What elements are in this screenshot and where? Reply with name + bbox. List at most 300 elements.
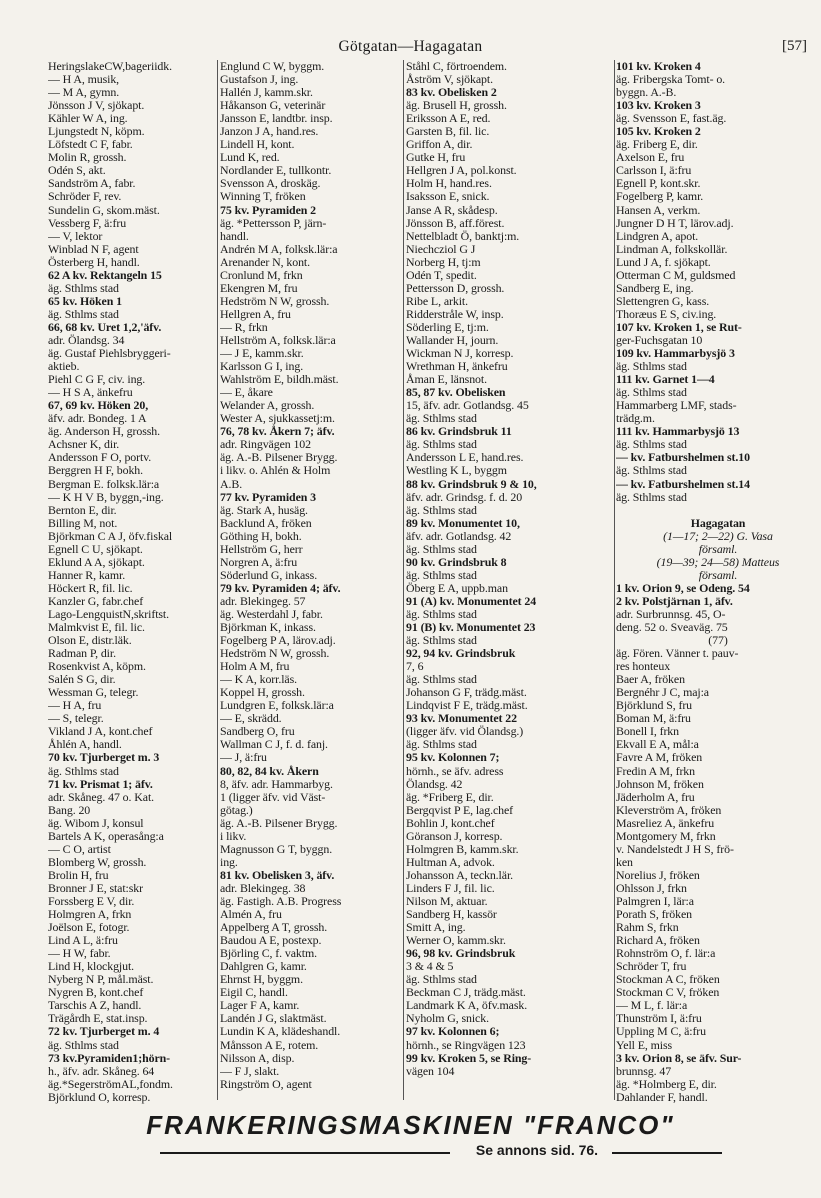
directory-entry: [616, 504, 820, 517]
directory-entry: 101 kv. Kroken 4: [616, 60, 701, 73]
column-divider: [403, 60, 404, 1100]
directory-entry: äfv. adr. Grindsg. f. d. 20: [406, 489, 523, 504]
directory-entry: — C O, artist: [48, 841, 111, 856]
directory-entry: (1—17; 2—22) G. Vasa: [663, 528, 773, 543]
directory-entry: 2 kv. Polstjärnan 1, äfv.: [616, 593, 733, 608]
directory-entry: Johanson G F, trädg.mäst.: [406, 685, 527, 700]
directory-entry: res honteux: [616, 659, 671, 674]
directory-entry: 105 kv. Kroken 2: [616, 124, 701, 139]
directory-entry: 3 & 4 & 5: [406, 959, 454, 974]
directory-entry: Kleverström A, fröken: [616, 802, 722, 817]
directory-entry: äg. Sthlms stad: [406, 437, 477, 452]
directory-entry: Egnell C U, sjökapt.: [48, 541, 143, 556]
directory-entry: församl.: [698, 567, 738, 582]
directory-entry: — E, skrädd.: [220, 711, 282, 726]
directory-entry: Janzon J A, hand.res.: [220, 124, 319, 139]
directory-entry: Wallman C J, f. d. fanj.: [220, 737, 328, 752]
directory-entry: 107 kv. Kroken 1, se Rut-: [616, 319, 742, 334]
directory-entry: — E, åkare: [220, 385, 273, 400]
directory-entry: Salén S G, dir.: [48, 672, 116, 687]
directory-entry: Blomberg W, grossh.: [48, 854, 147, 869]
directory-entry: Nilson M, aktuar.: [406, 894, 488, 908]
directory-entry: Schröder F, rev.: [48, 189, 122, 204]
directory-entry: adr. Ringvägen 102: [220, 437, 311, 452]
directory-entry: — K A, korr.läs.: [220, 672, 298, 687]
directory-entry: Rahm S, frkn: [616, 920, 679, 935]
directory-entry: Ölandsg. 42: [406, 776, 463, 791]
directory-entry: A.B.: [220, 476, 243, 491]
directory-entry: byggn. A.-B.: [616, 85, 677, 100]
advert-banner: FRANKERINGSMASKINEN "FRANCO": [146, 1110, 675, 1140]
directory-entry: äg. *Holmberg E, dir.: [616, 1076, 717, 1091]
directory-entry: äfv. adr. Bondeg. 1 A: [48, 411, 147, 426]
directory-entry: Bergnéhr J C, maj:a: [616, 685, 709, 700]
directory-entry: i likv. o. Ahlén & Holm: [220, 463, 331, 478]
directory-entry: adr. Ölandsg. 34: [48, 332, 125, 347]
directory-entry: Joëlson E, fotogr.: [48, 920, 130, 935]
directory-entry: Lago-LengquistN,skriftst.: [48, 606, 170, 621]
directory-entry: Österberg H, handl.: [48, 254, 140, 269]
directory-entry: Bergman E. folksk.lär:a: [48, 476, 160, 491]
directory-entry: Eigil C, handl.: [220, 985, 288, 1000]
directory-entry: äg.*SegerströmAL,fondm.: [48, 1076, 173, 1091]
directory-entry: ken: [616, 854, 633, 869]
directory-entry: Stockman A C, fröken: [616, 972, 720, 987]
directory-entry: Ringström O, agent: [220, 1076, 312, 1091]
directory-entry: 99 kv. Kroken 5, se Ring-: [406, 1050, 532, 1065]
directory-entry: Billing M, not.: [48, 515, 118, 530]
directory-entry: 73 kv.Pyramiden1;hörn-: [48, 1050, 170, 1065]
directory-entry: Sundelin G, skom.mäst.: [48, 202, 160, 217]
directory-entry: 96, 98 kv. Grindsbruk: [406, 946, 516, 961]
directory-entry: Piehl C G F, civ. ing.: [48, 372, 146, 387]
directory-entry: Bohlin J, kont.chef: [406, 815, 495, 830]
directory-entry: Carlsson I, ä:fru: [616, 163, 692, 178]
directory-entry: Beckman C J, trädg.mäst.: [406, 985, 526, 1000]
directory-entry: Björkman K, inkass.: [220, 620, 316, 635]
directory-entry: Schröder T, fru: [616, 959, 687, 974]
directory-entry: 89 kv. Monumentet 10,: [406, 515, 520, 530]
directory-entry: Olson E, distr.läk.: [48, 633, 132, 648]
directory-entry: Ribe L, arkit.: [406, 293, 469, 308]
directory-entry: Molin R, grossh.: [48, 150, 127, 165]
directory-entry: v. Nandelstedt J H S, frö-: [616, 841, 734, 856]
directory-entry: handl.: [220, 228, 249, 243]
directory-entry: Lind A L, ä:fru: [48, 933, 118, 948]
directory-entry: Odén S, akt.: [48, 163, 106, 178]
directory-entry: hörnh., se äfv. adress: [406, 763, 504, 778]
directory-entry: Höckert R, fil. lic.: [48, 580, 133, 595]
directory-entry: 109 kv. Hammarbysjö 3: [616, 346, 735, 361]
directory-entry: Sandberg E, ing.: [616, 280, 694, 295]
directory-entry: äg. Fastigh. A.B. Progress: [220, 894, 342, 908]
column-divider: [217, 60, 218, 1100]
directory-entry: Magnusson G T, byggn.: [220, 841, 333, 856]
directory-entry: Sandberg H, kassör: [406, 907, 497, 922]
directory-entry: äg. Svensson E, fast.äg.: [616, 111, 727, 126]
directory-entry: 90 kv. Grindsbruk 8: [406, 554, 507, 569]
advert-rule-right: [612, 1152, 722, 1154]
directory-entry: Holmgren B, kamm.skr.: [406, 841, 519, 856]
directory-entry: 7, 6: [406, 659, 424, 674]
directory-entry: Garsten B, fil. lic.: [406, 124, 490, 139]
directory-entry: 65 kv. Höken 1: [48, 293, 122, 308]
directory-entry: Bang. 20: [48, 802, 91, 817]
directory-entry: — R, frkn: [220, 319, 268, 334]
directory-entry: Ekengren M, fru: [220, 280, 298, 295]
directory-entry: 77 kv. Pyramiden 3: [220, 489, 316, 504]
directory-entry: Masreliez A, änkefru: [616, 815, 715, 830]
directory-entry: Lund J A, f. sjökapt.: [616, 254, 711, 269]
directory-entry: 67, 69 kv. Höken 20,: [48, 398, 149, 413]
directory-entry: Nettelbladt Ö, banktj:m.: [406, 228, 520, 243]
directory-entry: (ligger äfv. vid Ölandsg.): [406, 724, 524, 739]
directory-entry: ing.: [220, 854, 238, 869]
directory-entry: Montgomery M, frkn: [616, 828, 716, 843]
directory-entry: Landén J G, slaktmäst.: [220, 1011, 327, 1026]
directory-entry: äg. Sthlms stad: [406, 606, 477, 621]
directory-entry: 1 (ligger äfv. vid Väst-: [220, 789, 326, 804]
directory-entry: Favre A M, fröken: [616, 750, 703, 765]
advert-reference: Se annons sid. 76.: [475, 1142, 599, 1158]
directory-entry: Andersson F O, portv.: [48, 450, 152, 465]
directory-entry: äg. Gustaf Piehlsbryggeri-: [48, 346, 171, 361]
directory-entry: i likv.: [220, 828, 247, 843]
directory-entry: äg. Westerdahl J, fabr.: [220, 606, 323, 621]
directory-entry: Hallén J, kamm.skr.: [220, 85, 313, 100]
directory-entry: Åström V, sjökapt.: [406, 72, 493, 87]
directory-entry: Holm H, hand.res.: [406, 176, 492, 191]
directory-entry: 86 kv. Grindsbruk 11: [406, 424, 512, 439]
directory-entry: Nyberg N P, mål.mäst.: [48, 972, 154, 987]
directory-entry: Niechcziol G J: [406, 241, 476, 256]
directory-entry: — H A, musik,: [48, 72, 120, 87]
directory-entry: Ridderstråle W, insp.: [406, 306, 504, 321]
directory-entry: Brolin H, fru: [48, 867, 109, 882]
directory-entry: Hellström G, herr: [220, 541, 303, 556]
directory-entry: brunnsg. 47: [616, 1063, 672, 1078]
directory-entry: Hanner R, kamr.: [48, 567, 126, 582]
directory-entry: — S, telegr.: [48, 711, 104, 726]
directory-entry: Håkanson G, veterinär: [220, 98, 326, 113]
directory-entry: 111 kv. Garnet 1—4: [616, 372, 715, 387]
directory-entry: äg. Friberg E, dir.: [616, 137, 698, 152]
directory-entry: Fogelberg P, kamr.: [616, 189, 704, 204]
directory-columns: [48, 60, 818, 1104]
directory-entry: 72 kv. Tjurberget m. 4: [48, 1024, 160, 1039]
directory-entry: Fredin A M, frkn: [616, 763, 695, 778]
directory-entry: äg. Sthlms stad: [406, 972, 477, 987]
directory-entry: Wrethman H, änkefru: [406, 359, 508, 374]
advert-subline: [0, 1142, 821, 1162]
directory-entry: Björklund S, fru: [616, 698, 693, 713]
directory-entry: Landmark K A, öfv.mask.: [406, 998, 528, 1013]
directory-entry: Göthing H, bokh.: [220, 528, 302, 543]
directory-entry: Lindgren A, apot.: [616, 228, 699, 243]
directory-entry: Achsner K, dir.: [48, 437, 120, 452]
directory-entry: 111 kv. Hammarbysjö 13: [616, 424, 740, 439]
directory-entry: Björklund O, korresp.: [48, 1089, 151, 1104]
directory-entry: Ekvall E A, mål:a: [616, 737, 699, 752]
directory-entry: (77): [708, 633, 728, 648]
directory-entry: Thoræus E S, civ.ing.: [616, 306, 717, 321]
directory-entry: vägen 104: [406, 1063, 455, 1078]
directory-entry: Forssberg E V, dir.: [48, 894, 135, 908]
directory-entry: äg. Wibom J, konsul: [48, 815, 144, 830]
directory-entry: Norgren A, ä:fru: [220, 554, 298, 569]
directory-entry: Werner O, kamm.skr.: [406, 933, 506, 948]
directory-entry: Uppling M C, ä:fru: [616, 1024, 707, 1039]
directory-entry: Bartels A K, operasång:a: [48, 828, 164, 843]
directory-entry: — H A, fru: [48, 698, 102, 713]
running-header: [0, 38, 821, 58]
directory-entry: Johnson M, fröken: [616, 776, 704, 791]
directory-entry: — J E, kamm.skr.: [220, 346, 304, 361]
column-3: [406, 60, 614, 1078]
directory-entry: 71 kv. Prismat 1; äfv.: [48, 776, 153, 791]
directory-entry: äg. Stark A, husäg.: [220, 502, 308, 517]
directory-entry: HeringslakeCW,bageriidk.: [48, 60, 172, 73]
directory-entry: 79 kv. Pyramiden 4; äfv.: [220, 580, 341, 595]
directory-entry: Nordlander E, tullkontr.: [220, 163, 332, 178]
directory-entry: Lundgren E, folksk.lär:a: [220, 698, 334, 713]
directory-entry: Lager F A, kamr.: [220, 998, 300, 1013]
directory-entry: h., äfv. adr. Skåneg. 64: [48, 1063, 155, 1078]
directory-entry: adr. Skåneg. 47 o. Kat.: [48, 789, 155, 804]
directory-entry: trädg.m.: [616, 411, 655, 426]
directory-entry: Bronner J E, stat:skr: [48, 880, 143, 895]
directory-entry: Otterman C M, guldsmed: [616, 267, 736, 282]
column-2: [220, 60, 400, 1091]
directory-entry: Holmgren A, frkn: [48, 907, 132, 922]
directory-entry: Griffon A, dir.: [406, 137, 473, 152]
directory-entry: Almén A, fru: [220, 907, 282, 922]
directory-entry: 66, 68 kv. Uret 1,2,'äfv.: [48, 319, 162, 334]
directory-entry: Andrén M A, folksk.lär:a: [220, 241, 338, 256]
directory-entry: Appelberg A T, grossh.: [220, 920, 328, 935]
directory-entry: Johansson A, teckn.lär.: [406, 867, 514, 882]
directory-entry: Wahlström E, bildh.mäst.: [220, 372, 339, 387]
directory-entry: götag.): [220, 802, 253, 817]
directory-entry: Linders F J, fil. lic.: [406, 880, 495, 895]
directory-entry: Göranson J, korresp.: [406, 828, 503, 843]
directory-entry: 93 kv. Monumentet 22: [406, 711, 517, 726]
directory-entry: Malmkvist E, fil. lic.: [48, 620, 145, 635]
directory-entry: Norelius J, fröken: [616, 867, 700, 882]
directory-entry: Kähler W A, ing.: [48, 111, 128, 126]
directory-entry: Winning T, fröken: [220, 189, 306, 204]
directory-entry: hörnh., se Ringvägen 123: [406, 1037, 526, 1052]
directory-entry: äfv. adr. Gotlandsg. 42: [406, 528, 512, 543]
directory-entry: — kv. Fatburshelmen st.14: [616, 476, 750, 491]
directory-entry: 95 kv. Kolonnen 7;: [406, 750, 500, 765]
directory-entry: 70 kv. Tjurberget m. 3: [48, 750, 160, 765]
directory-entry: äg. Brusell H, grossh.: [406, 98, 507, 113]
directory-entry: 15, äfv. adr. Gotlandsg. 45: [406, 398, 529, 413]
directory-entry: Hellgren A, fru: [220, 306, 291, 321]
directory-entry: Hansen A, verkm.: [616, 202, 701, 217]
directory-entry: äg. Anderson H, grossh.: [48, 424, 160, 439]
directory-entry: 83 kv. Obelisken 2: [406, 85, 497, 100]
directory-entry: äg. Sthlms stad: [406, 567, 477, 582]
directory-entry: — J, ä:fru: [220, 750, 267, 765]
directory-entry: 1 kv. Orion 9, se Odeng. 54: [616, 580, 750, 595]
directory-entry: — K H V B, byggn,-ing.: [48, 489, 164, 504]
directory-entry: Palmgren I, lär:a: [616, 894, 694, 908]
directory-entry: Andersson L E, hand.res.: [406, 450, 524, 465]
directory-entry: adr. Surbrunnsg. 45, O-: [616, 606, 726, 621]
directory-entry: Vessberg F, ä:fru: [48, 215, 127, 230]
directory-entry: Egnell P, kont.skr.: [616, 176, 701, 191]
directory-entry: aktieb.: [48, 359, 80, 374]
directory-entry: Isaksson E, snick.: [406, 189, 490, 204]
directory-entry: Holm A M, fru: [220, 659, 290, 674]
directory-entry: äg. Sthlms stad: [616, 385, 687, 400]
directory-entry: Gustafson J, ing.: [220, 72, 299, 87]
directory-entry: ger-Fuchsgatan 10: [616, 332, 703, 347]
directory-entry: Slettengren G, kass.: [616, 293, 710, 308]
directory-entry: Karlsson G I, ing.: [220, 359, 304, 374]
directory-entry: Fogelberg P A, lärov.adj.: [220, 633, 336, 648]
directory-entry: Pettersson D, grossh.: [406, 280, 505, 295]
directory-entry: Radman P, dir.: [48, 646, 116, 661]
directory-entry: Hultman A, advok.: [406, 854, 495, 869]
directory-entry: Janse A R, skådesp.: [406, 202, 498, 217]
directory-entry: Wickman N J, korresp.: [406, 346, 514, 361]
directory-entry: äg. Sthlms stad: [406, 633, 477, 648]
directory-entry: 88 kv. Grindsbruk 9 & 10,: [406, 476, 537, 491]
directory-entry: (19—39; 24—58) Matteus: [656, 554, 780, 569]
directory-entry: Odén T, spedit.: [406, 267, 477, 282]
directory-entry: Jungner D H T, lärov.adj.: [616, 215, 734, 230]
directory-entry: — H W, fabr.: [48, 946, 111, 961]
directory-entry: Bernton E, dir.: [48, 502, 117, 517]
directory-entry: 75 kv. Pyramiden 2: [220, 202, 316, 217]
page-title: Götgatan—Hagagatan: [338, 38, 483, 55]
page-number: [57]: [782, 38, 807, 54]
directory-entry: Cronlund M, frkn: [220, 267, 303, 282]
directory-entry: äg. Sthlms stad: [616, 437, 687, 452]
directory-entry: äg. Sthlms stad: [48, 763, 119, 778]
directory-entry: Lundin K A, klädeshandl.: [220, 1024, 341, 1039]
advert-rule-left: [160, 1152, 450, 1154]
directory-entry: Bonell I, frkn: [616, 724, 679, 739]
directory-entry: äg. Sthlms stad: [616, 359, 687, 374]
column-4: [616, 60, 820, 1104]
directory-entry: Eriksson A E, red.: [406, 111, 491, 126]
directory-entry: Rohnström O, f. lär:a: [616, 946, 716, 961]
directory-entry: Hedström N W, grossh.: [220, 646, 330, 661]
directory-entry: Jönsson B, aff.förest.: [406, 215, 505, 230]
directory-entry: Norberg H, tj:m: [406, 254, 481, 269]
directory-entry: Wester A, sjukkassetj:m.: [220, 411, 335, 426]
directory-entry: 3 kv. Orion 8, se äfv. Sur-: [616, 1050, 742, 1065]
directory-entry: — V, lektor: [48, 228, 103, 243]
directory-entry: Rosenkvist A, köpm.: [48, 659, 146, 674]
directory-entry: Arenander N, kont.: [220, 254, 310, 269]
directory-entry: Axelson E, fru: [616, 150, 685, 165]
directory-entry: — M L, f. lär:a: [616, 998, 688, 1013]
directory-entry: Lindman A, folkskollär.: [616, 241, 728, 256]
directory-entry: Wessman G, telegr.: [48, 685, 139, 700]
directory-entry: äg. *Pettersson P, järn-: [220, 215, 327, 230]
directory-entry: Lund K, red.: [220, 150, 280, 165]
directory-entry: Hammarberg LMF, stads-: [616, 398, 737, 413]
directory-entry: Åman E, länsnot.: [406, 372, 487, 387]
directory-entry: Kanzler G, fabr.chef: [48, 593, 144, 608]
directory-entry: — M A, gymn.: [48, 85, 120, 100]
directory-entry: Jäderholm A, fru: [616, 789, 695, 804]
directory-entry: 62 A kv. Rektangeln 15: [48, 267, 162, 282]
directory-entry: Hagagatan: [690, 515, 746, 530]
directory-entry: Ståhl C, förtroendem.: [406, 60, 507, 73]
directory-entry: Lind H, klockgjut.: [48, 959, 135, 974]
directory-entry: äg. Sthlms stad: [48, 280, 119, 295]
directory-entry: Nilsson A, disp.: [220, 1050, 295, 1065]
directory-entry: Welander A, grossh.: [220, 398, 315, 413]
directory-entry: 80, 82, 84 kv. Åkern: [220, 763, 319, 778]
directory-entry: Boman M, ä:fru: [616, 711, 691, 726]
directory-entry: — F J, slakt.: [220, 1063, 280, 1078]
directory-entry: deng. 52 o. Sveaväg. 75: [616, 620, 728, 635]
directory-entry: Bergqvist P E, lag.chef: [406, 802, 514, 817]
directory-entry: äg. Fören. Vänner t. pauv-: [616, 646, 739, 661]
directory-entry: äg. Sthlms stad: [48, 306, 119, 321]
directory-entry: Koppel H, grossh.: [220, 685, 305, 700]
directory-entry: Wallander H, journ.: [406, 332, 499, 347]
directory-entry: Lindell H, kont.: [220, 137, 295, 152]
directory-entry: Svensson A, droskäg.: [220, 176, 321, 191]
directory-entry: Hedström N W, grossh.: [220, 293, 330, 308]
directory-entry: Löfstedt C F, fabr.: [48, 137, 133, 152]
directory-entry: Tarschis A Z, handl.: [48, 998, 142, 1013]
directory-entry: Öberg E A, uppb.man: [406, 580, 508, 595]
directory-entry: — H S A, änkefru: [48, 385, 133, 400]
directory-entry: Hellgren J A, pol.konst.: [406, 163, 517, 178]
directory-entry: äg. Sthlms stad: [406, 411, 477, 426]
directory-entry: Thunström I, ä:fru: [616, 1011, 702, 1026]
directory-entry: församl.: [698, 541, 738, 556]
directory-entry: 103 kv. Kroken 3: [616, 98, 701, 113]
directory-entry: Dahlgren G, kamr.: [220, 959, 307, 974]
directory-entry: Jansson E, landtbr. insp.: [220, 111, 333, 126]
directory-entry: 85, 87 kv. Obelisken: [406, 385, 506, 400]
directory-entry: äg. Sthlms stad: [616, 463, 687, 478]
directory-entry: Hellström A, folksk.lär:a: [220, 332, 336, 347]
directory-entry: Sandberg O, fru: [220, 724, 295, 739]
directory-entry: Nyholm G, snick.: [406, 1011, 489, 1026]
directory-entry: Smitt A, ing.: [406, 920, 466, 935]
directory-entry: Baudou A E, postexp.: [220, 933, 322, 948]
directory-entry: 76, 78 kv. Åkern 7; äfv.: [220, 424, 335, 439]
directory-entry: adr. Blekingeg. 38: [220, 880, 306, 895]
directory-entry: Söderlund G, inkass.: [220, 567, 318, 582]
directory-entry: äg. Sthlms stad: [406, 541, 477, 556]
directory-entry: 91 (B) kv. Monumentet 23: [406, 620, 536, 635]
directory-entry: Yell E, miss: [616, 1037, 673, 1052]
directory-entry: Englund C W, byggm.: [220, 60, 325, 73]
directory-entry: — kv. Fatburshelmen st.10: [616, 450, 750, 465]
directory-entry: äg. Sthlms stad: [48, 1037, 119, 1052]
directory-entry: adr. Blekingeg. 57: [220, 593, 306, 608]
directory-entry: Westling K L, byggm: [406, 463, 507, 478]
directory-entry: Ehrnst H, byggm.: [220, 972, 303, 987]
directory-entry: Nygren B, kont.chef: [48, 985, 144, 1000]
directory-entry: 91 (A) kv. Monumentet 24: [406, 593, 537, 608]
column-divider: [614, 60, 615, 1100]
directory-entry: Jönsson J V, sjökapt.: [48, 98, 145, 113]
directory-entry: 8, äfv. adr. Hammarbyg.: [220, 776, 333, 791]
